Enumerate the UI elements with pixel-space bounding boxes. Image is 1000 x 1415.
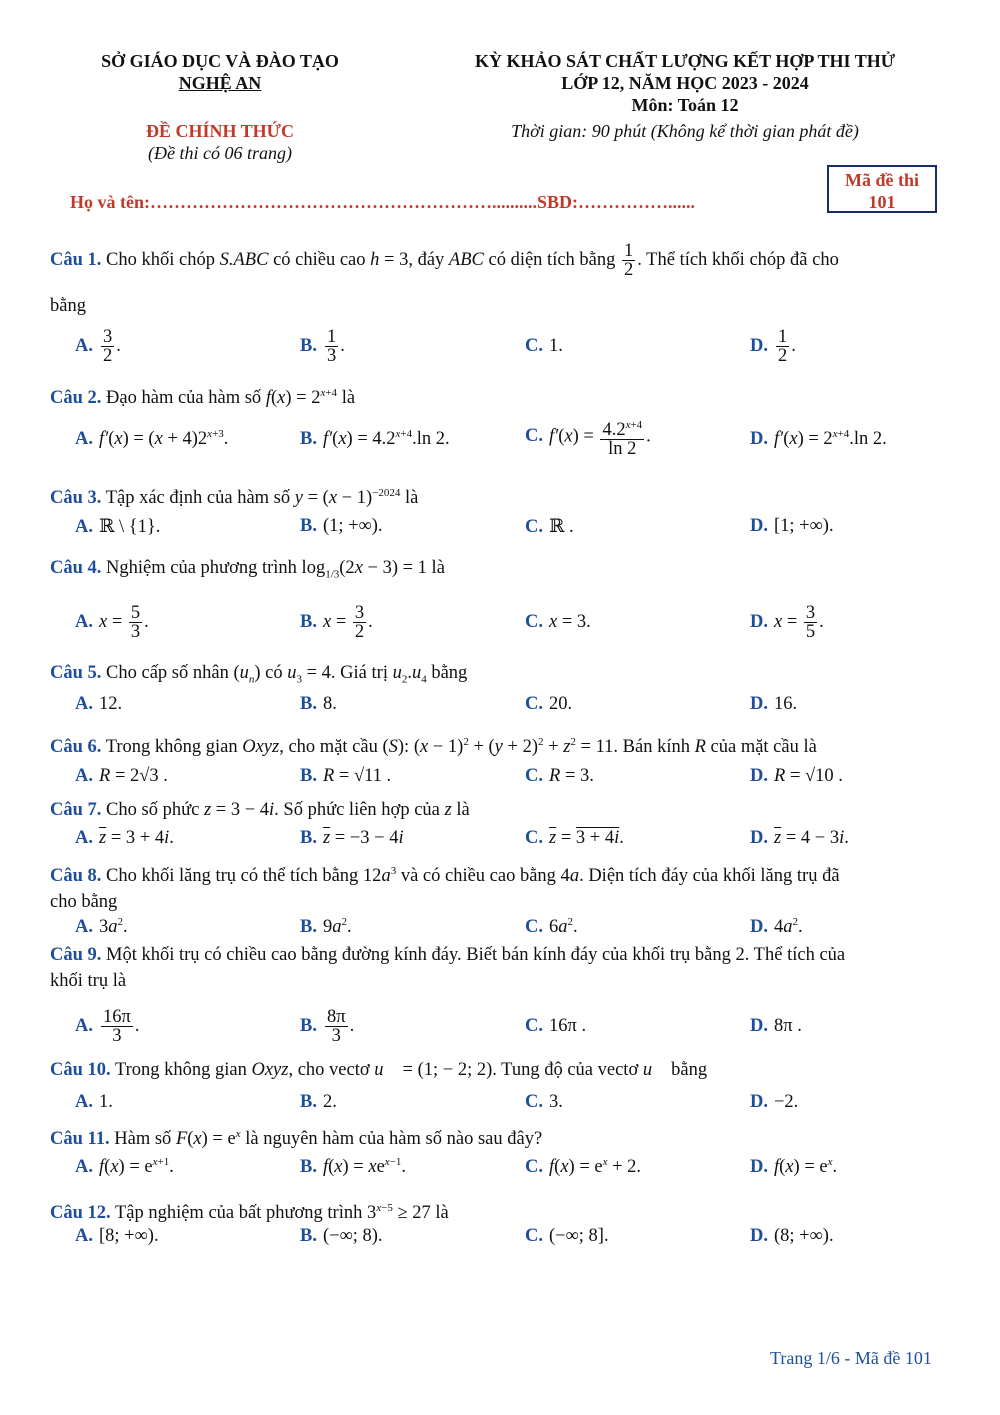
option-c[interactable]: C. (−∞; 8]. bbox=[525, 1226, 609, 1246]
option-c[interactable]: C. $6a^2$. bbox=[525, 916, 578, 938]
question-6: Câu 6. Trong không gian Oxyz, cho mặt cầu (S): $(x - 1)^2 + (y + 2)^2 + z^2 = 11$. Bán kính R của mặt cầu là bbox=[50, 736, 817, 758]
question-number: Câu 7. bbox=[50, 800, 102, 820]
pages-note: (Đề thi có 06 trang) bbox=[148, 143, 292, 163]
options-row-5 bbox=[75, 694, 955, 724]
options-row-12 bbox=[75, 1226, 955, 1256]
options-row-4 bbox=[75, 603, 955, 642]
options-row-9 bbox=[75, 1007, 955, 1046]
question-7: Câu 7. Cho số phức z = 3 − 4i. Số phức liên hợp của z là bbox=[50, 800, 470, 820]
options-row-7 bbox=[75, 828, 955, 858]
question-2: Câu 2. Đạo hàm của hàm số $f(x) = 2^{x+4}$ là bbox=[50, 387, 356, 409]
option-b[interactable]: B. $\frac{8\pi}{3}$ . bbox=[300, 1007, 355, 1046]
option-a[interactable]: A. $f'(x) = (x + 4)2^{x+3}$. bbox=[75, 428, 229, 450]
exam-grade-year: LỚP 12, NĂM HỌC 2023 - 2024 bbox=[561, 73, 809, 93]
option-a[interactable]: A. R = 2√3 . bbox=[75, 766, 168, 786]
option-a[interactable]: A. 1. bbox=[75, 1092, 113, 1112]
option-c[interactable]: C. $f(x) = e^x + 2$. bbox=[525, 1156, 642, 1178]
official-label bbox=[60, 120, 380, 164]
option-b[interactable]: B. $9a^2$. bbox=[300, 916, 352, 938]
exam-subject: Môn: Toán 12 bbox=[631, 95, 739, 115]
option-b[interactable]: B. (−∞; 8). bbox=[300, 1226, 383, 1246]
option-c[interactable]: C. 1. bbox=[525, 336, 563, 356]
option-d[interactable]: D. $f'(x) = 2^{x+4}.\ln$ 2. bbox=[750, 428, 887, 450]
question-4: Câu 4. Nghiệm của phương trình $\log_{1/3}(2x - 3) = 1$ là bbox=[50, 558, 445, 581]
option-d[interactable]: D. R = √10 . bbox=[750, 766, 843, 786]
option-c[interactable]: C. 16π . bbox=[525, 1016, 587, 1036]
option-b[interactable]: B. $f(x) = xe^{x-1}$. bbox=[300, 1156, 407, 1178]
options-row-10 bbox=[75, 1092, 955, 1122]
option-a[interactable]: A. $3a^2$. bbox=[75, 916, 128, 938]
option-c[interactable]: C. 3. bbox=[525, 1092, 563, 1112]
option-b[interactable]: B. (1; +∞). bbox=[300, 516, 383, 536]
option-b[interactable]: B. 8. bbox=[300, 694, 337, 714]
exam-code-box bbox=[827, 165, 937, 213]
option-d[interactable]: D. 16. bbox=[750, 694, 798, 714]
question-11: Câu 11. Hàm số $F(x) = e^x$ là nguyên hàm của hàm số nào sau đây? bbox=[50, 1128, 543, 1150]
question-number: Câu 1. bbox=[50, 249, 102, 270]
option-c[interactable]: C. $\overline{z} = 3 + 4i$. bbox=[525, 828, 624, 848]
question-8: Câu 8. Cho khối lăng trụ có thể tích bằng $12a^3$ và có chiều cao bằng 4a. Diện tích đáy của khối lăng trụ đã cho bằng bbox=[50, 865, 840, 913]
option-d[interactable]: D. 8π . bbox=[750, 1016, 802, 1036]
question-1: Câu 1. Cho khối chóp S.ABC có chiều cao h = 3, đáy ABC có diện tích bằng $\frac{1}{2}$ . Thể tích khối chóp đã cho bằng bbox=[50, 241, 839, 316]
option-b[interactable]: B. $f'(x) = 4.2^{x+4}.\ln$ 2. bbox=[300, 428, 450, 450]
option-a[interactable]: A. x = $\frac{5}{3}$ . bbox=[75, 603, 149, 642]
options-row-2 bbox=[75, 419, 955, 460]
official-text: ĐỀ CHÍNH THỨC bbox=[145, 121, 295, 141]
option-d[interactable]: D. [1; +∞). bbox=[750, 516, 834, 536]
department-line1: SỞ GIÁO DỤC VÀ ĐÀO TẠO bbox=[101, 51, 339, 71]
option-a[interactable]: A. $f(x) = e^{x+1}$. bbox=[75, 1156, 174, 1178]
option-a[interactable]: A. ℝ \ {1}. bbox=[75, 517, 161, 537]
option-b[interactable]: B. $\frac{1}{3}$ . bbox=[300, 327, 345, 366]
option-b[interactable]: B. $\overline{z} = -3 - 4i$ bbox=[300, 828, 404, 848]
department-header bbox=[60, 50, 380, 94]
question-number: Câu 11. bbox=[50, 1129, 110, 1150]
option-d[interactable]: D. $\frac{1}{2}$ . bbox=[750, 327, 796, 366]
options-row-3 bbox=[75, 516, 955, 546]
option-d[interactable]: D. $f(x) = e^x$. bbox=[750, 1156, 838, 1178]
question-9: Câu 9. Một khối trụ có chiều cao bằng đường kính đáy. Biết bán kính đáy của khối trụ bằng 2. Thể tích của khối trụ là bbox=[50, 945, 846, 991]
option-b[interactable]: B. R = √11 . bbox=[300, 766, 392, 786]
question-3: Câu 3. Tập xác định của hàm số $y = (x - 1)^{-2024}$ là bbox=[50, 487, 419, 509]
option-a[interactable]: A. $\overline{z} = 3 + 4i$. bbox=[75, 828, 174, 848]
question-number: Câu 5. bbox=[50, 663, 102, 683]
exam-code-label: Mã đề thi bbox=[845, 170, 919, 190]
option-b[interactable]: B. x = $\frac{3}{2}$ . bbox=[300, 603, 373, 642]
option-d[interactable]: D. $4a^2$. bbox=[750, 916, 803, 938]
question-number: Câu 8. bbox=[50, 866, 102, 887]
option-b[interactable]: B. 2. bbox=[300, 1092, 337, 1112]
option-c[interactable]: C. 20. bbox=[525, 694, 573, 714]
question-number: Câu 4. bbox=[50, 558, 102, 578]
question-number: Câu 10. bbox=[50, 1060, 111, 1080]
question-number: Câu 2. bbox=[50, 388, 102, 409]
time-note: Thời gian: 90 phút (Không kể thời gian phát đề) bbox=[511, 121, 859, 141]
options-row-6 bbox=[75, 766, 955, 796]
option-a[interactable]: A. [8; +∞). bbox=[75, 1226, 159, 1246]
question-5: Câu 5. Cho cấp số nhân $(u_n)$ có $u_3 = 4$. Giá trị $u_2.u_4$ bằng bbox=[50, 663, 468, 686]
option-d[interactable]: D. x = $\frac{3}{5}$ . bbox=[750, 603, 824, 642]
option-d[interactable]: D. (8; +∞). bbox=[750, 1226, 834, 1246]
question-12: Câu 12. Tập nghiệm của bất phương trình $3^{x-5} \ge 27$ là bbox=[50, 1202, 449, 1224]
question-number: Câu 3. bbox=[50, 488, 102, 509]
options-row-1 bbox=[75, 327, 955, 366]
question-number: Câu 6. bbox=[50, 737, 102, 758]
option-d[interactable]: D. $\overline{z} = 4 - 3i$. bbox=[750, 828, 849, 848]
option-a[interactable]: A. 12. bbox=[75, 694, 123, 714]
option-a[interactable]: A. $\frac{16\pi}{3}$ . bbox=[75, 1007, 140, 1046]
question-number: Câu 12. bbox=[50, 1203, 111, 1224]
question-10: Câu 10. Trong không gian Oxyz, cho vectơ u⃗ = (1; − 2; 2). Tung độ của vectơ u⃗ bằng bbox=[50, 1060, 708, 1080]
page-footer: Trang 1/6 - Mã đề 101 bbox=[770, 1348, 932, 1368]
exam-code-value: 101 bbox=[868, 192, 896, 212]
name-line: Họ và tên:…………………………………………………..........SBD:……………...... bbox=[70, 192, 695, 212]
department-line2: NGHỆ AN bbox=[178, 73, 262, 93]
option-c[interactable]: C. R = 3. bbox=[525, 766, 594, 786]
exam-title: KỲ KHẢO SÁT CHẤT LƯỢNG KẾT HỢP THI THỬ bbox=[474, 51, 896, 71]
question-number: Câu 9. bbox=[50, 945, 102, 965]
options-row-11 bbox=[75, 1156, 955, 1186]
option-c[interactable]: C. x = 3. bbox=[525, 612, 591, 632]
exam-header bbox=[395, 50, 975, 116]
option-a[interactable]: A. $\frac{3}{2}$ . bbox=[75, 327, 121, 366]
option-c[interactable]: C. f′(x) = $\frac{4.2^{x+4}}{\ln 2}$ . bbox=[525, 416, 651, 458]
option-c[interactable]: C. ℝ . bbox=[525, 517, 574, 537]
option-d[interactable]: D. −2. bbox=[750, 1092, 799, 1112]
